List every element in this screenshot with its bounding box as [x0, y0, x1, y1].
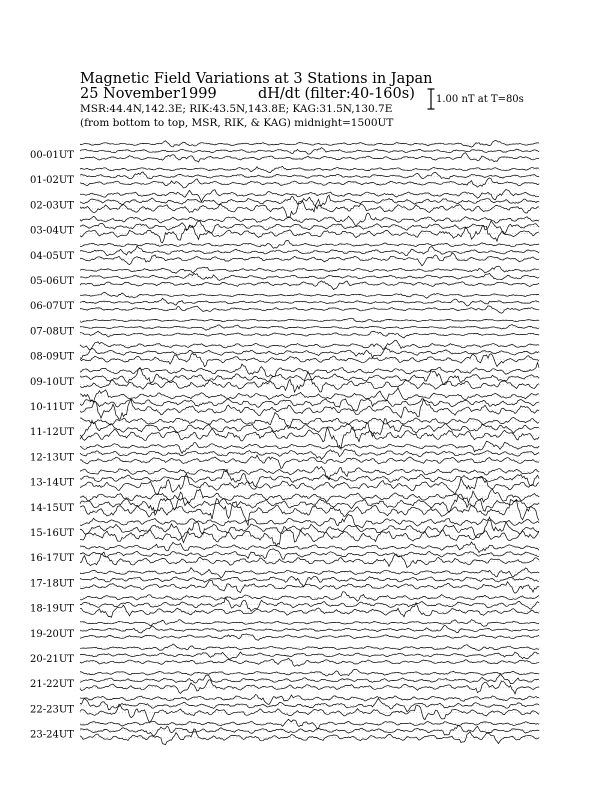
trace-rik: [80, 195, 539, 209]
trace-kag: [80, 489, 539, 506]
hour-label: 06-07UT: [30, 301, 74, 313]
trace-msr: [80, 281, 539, 290]
hour-label: 11-12UT: [30, 427, 74, 439]
trace-msr: [80, 680, 539, 694]
trace-kag: [80, 340, 539, 349]
trace-rik: [80, 576, 539, 586]
chart-title: Magnetic Field Variations at 3 Stations in Japan: [80, 71, 433, 87]
trace-rik: [80, 148, 539, 155]
hour-label: 15-16UT: [30, 528, 74, 539]
trace-rik: [80, 368, 539, 385]
scale-label: 1.00 nT at T=80s: [436, 94, 524, 105]
trace-kag: [80, 266, 539, 273]
hour-label: 12-13UT: [30, 452, 74, 464]
trace-msr: [80, 603, 539, 618]
trace-rik: [80, 652, 539, 659]
hour-label: 03-04UT: [30, 225, 74, 237]
trace-msr: [80, 580, 539, 593]
hour-label: 02-03UT: [30, 200, 74, 212]
trace-msr: [80, 658, 539, 666]
component-label: dH/dt (filter:40-160s): [258, 86, 415, 102]
trace-rik: [80, 469, 539, 486]
trace-msr: [80, 372, 539, 392]
trace-rik: [80, 172, 539, 179]
trace-msr: [80, 634, 539, 640]
hour-label: 19-20UT: [30, 628, 74, 640]
trace-kag: [80, 669, 539, 676]
trace-msr: [80, 704, 539, 722]
hour-label: 17-18UT: [30, 578, 74, 590]
trace-msr: [80, 499, 539, 526]
trace-msr: [80, 729, 539, 745]
trace-msr: [80, 178, 539, 188]
trace-rik: [80, 348, 539, 359]
trace-rik: [80, 246, 539, 256]
trace-rik: [80, 221, 539, 235]
trace-kag: [80, 568, 539, 578]
order-note: (from bottom to top, MSR, RIK, & KAG) midnight=1500UT: [80, 117, 394, 129]
trace-msr: [80, 455, 539, 468]
hour-label: 20-21UT: [30, 654, 74, 665]
trace-kag: [80, 644, 539, 651]
trace-rik: [80, 494, 539, 515]
trace-kag: [80, 695, 539, 705]
trace-rik: [80, 725, 539, 736]
hour-label: 04-05UT: [30, 250, 74, 262]
trace-kag: [80, 467, 539, 480]
hour-label: 07-08UT: [30, 326, 74, 338]
hour-label: 10-11UT: [30, 402, 74, 413]
hour-label: 14-15UT: [30, 502, 74, 514]
trace-rik: [80, 675, 539, 684]
hour-label: 09-10UT: [30, 376, 74, 388]
hour-label: 18-19UT: [30, 603, 74, 615]
trace-kag: [80, 592, 539, 602]
trace-rik: [80, 625, 539, 633]
hour-label: 16-17UT: [30, 553, 74, 565]
trace-msr: [80, 306, 539, 313]
hour-label: 22-23UT: [30, 704, 74, 716]
hour-label: 21-22UT: [30, 679, 74, 691]
trace-kag: [80, 441, 539, 453]
trace-rik: [80, 449, 539, 459]
trace-rik: [80, 549, 539, 559]
trace-msr: [80, 474, 539, 495]
trace-kag: [80, 318, 539, 322]
hour-label: 01-02UT: [30, 175, 74, 187]
hour-label: 05-06UT: [30, 276, 74, 287]
hour-label: 00-01UT: [30, 150, 74, 161]
trace-msr: [80, 427, 539, 449]
hour-label: 08-09UT: [30, 351, 74, 363]
stations-label: MSR:44.4N,142.3E; RIK:43.5N,143.8E; KAG:31.5N,130.7E: [80, 103, 393, 115]
trace-msr: [80, 331, 539, 338]
trace-msr: [80, 253, 539, 266]
trace-kag: [80, 241, 539, 249]
hour-label: 13-14UT: [30, 477, 74, 489]
hour-label: 23-24UT: [30, 729, 74, 741]
trace-rik: [80, 598, 539, 612]
date-label: 25 November1999: [80, 86, 217, 102]
